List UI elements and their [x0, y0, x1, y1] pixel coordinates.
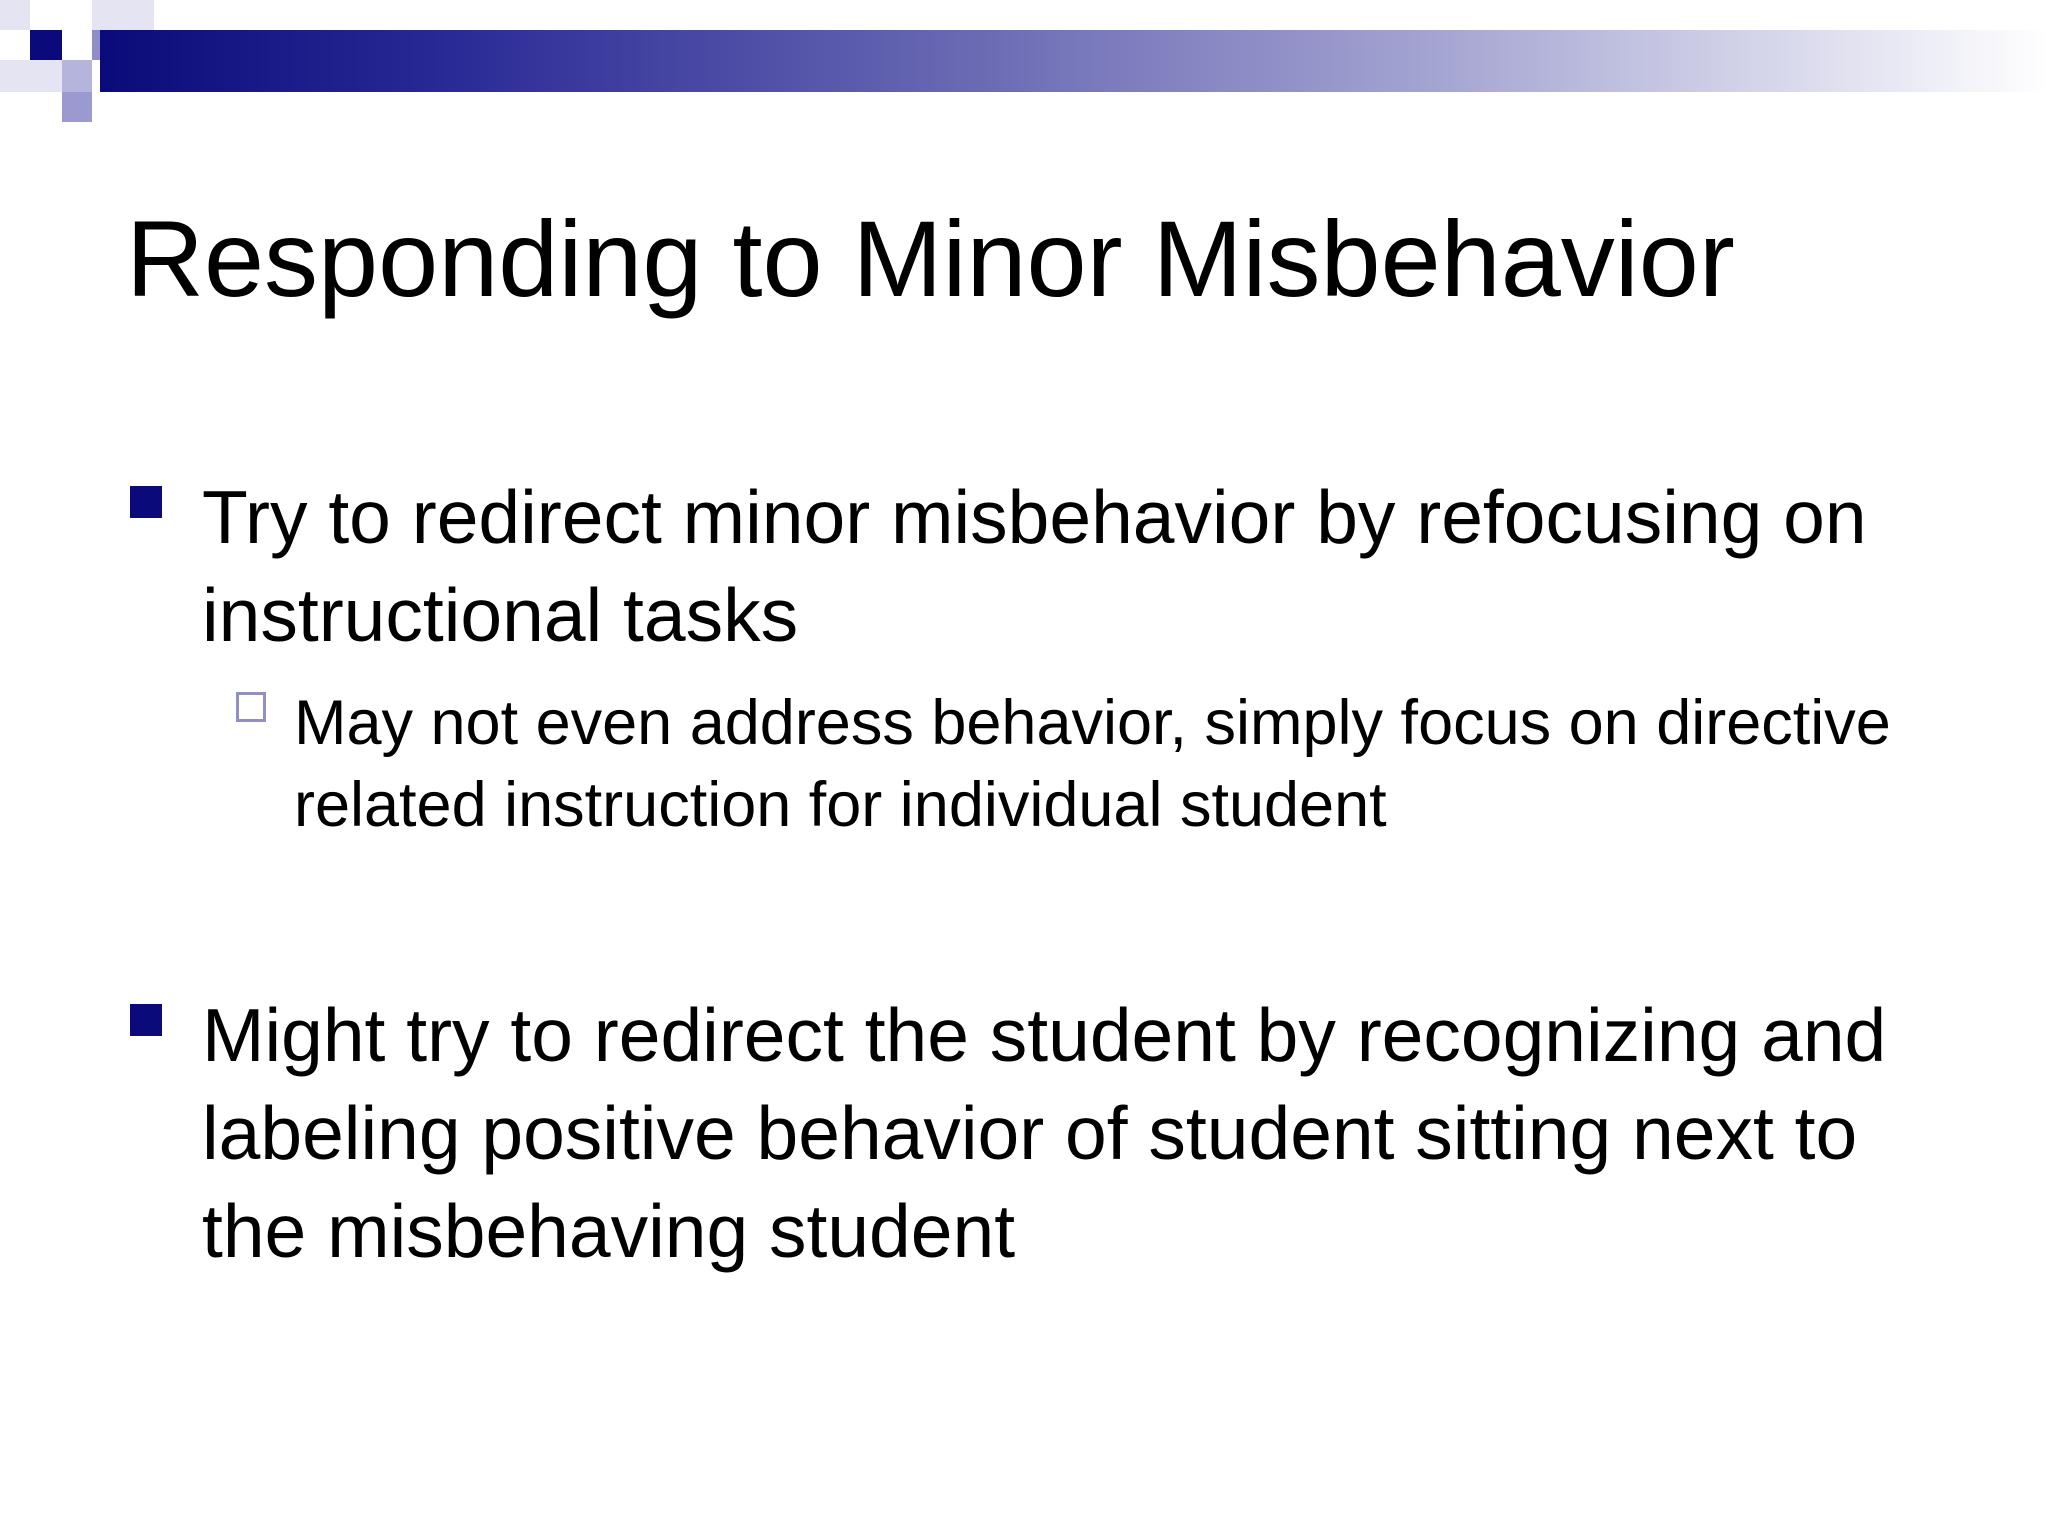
gradient-header-bar — [100, 30, 2048, 92]
decor-square — [30, 30, 62, 60]
decor-square — [0, 0, 30, 30]
decor-square — [62, 92, 92, 122]
decor-square — [0, 60, 62, 92]
filled-square-icon — [130, 1004, 162, 1036]
slide-title: Responding to Minor Misbehavior — [126, 198, 1735, 319]
decor-square — [92, 0, 154, 30]
bullet-text: Might try to redirect the student by recognizing and labeling positive behavior of student sitting next to the misbehaving student — [202, 993, 1887, 1273]
hollow-square-icon — [236, 692, 266, 722]
bullet-text: Try to redirect minor misbehavior by refocusing on instructional tasks — [202, 475, 1867, 657]
decor-square — [62, 60, 92, 92]
sub-bullet-text: May not even address behavior, simply focus on directive related instruction for individual student — [294, 688, 1891, 840]
filled-square-icon — [130, 486, 162, 518]
